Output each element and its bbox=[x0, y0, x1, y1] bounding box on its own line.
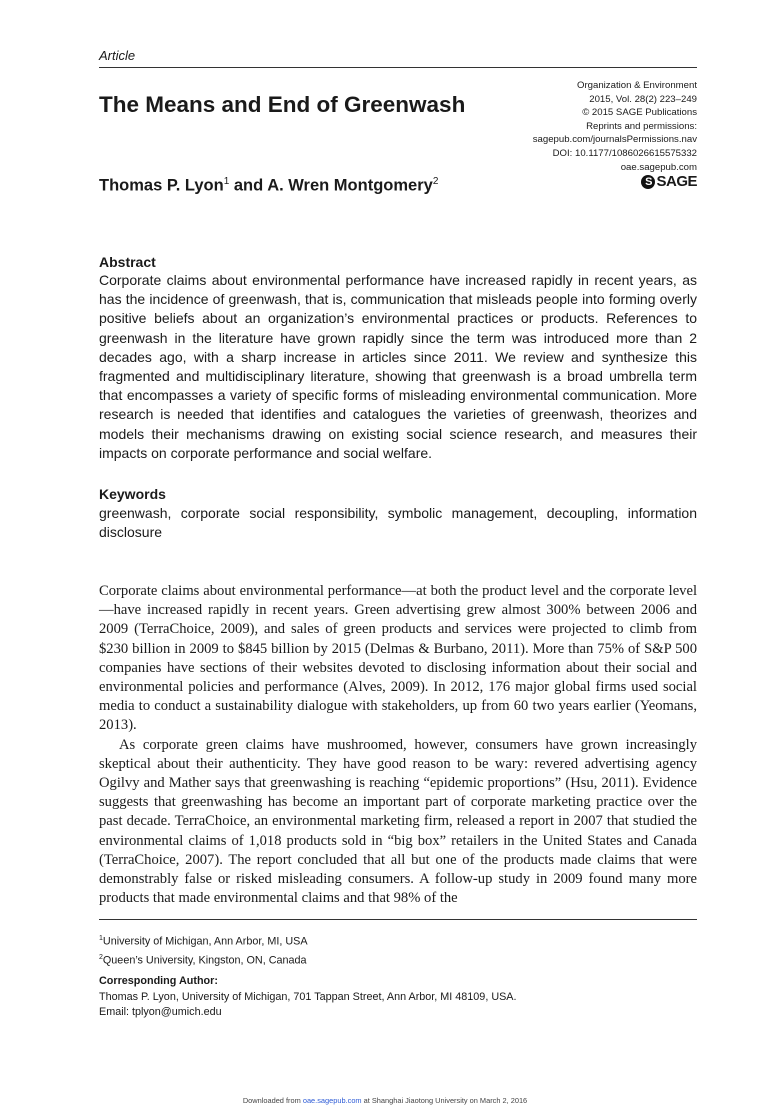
section-label: Article bbox=[99, 48, 136, 63]
corresponding-author-email[interactable]: Email: tplyon@umich.edu bbox=[99, 1006, 222, 1019]
author-name: A. Wren Montgomery bbox=[267, 176, 433, 195]
affiliation-marker: 2 bbox=[99, 954, 103, 962]
download-prefix: Downloaded from bbox=[242, 1096, 301, 1105]
author-line bbox=[99, 176, 438, 196]
affiliation-marker: 2 bbox=[432, 176, 439, 187]
affiliations bbox=[99, 931, 308, 970]
affiliation bbox=[99, 950, 308, 969]
affiliation-text: Queen’s University, Kingston, ON, Canada bbox=[102, 954, 307, 967]
copyright: © 2015 SAGE Publications bbox=[582, 107, 697, 119]
journal-site-link[interactable]: oae.sagepub.com bbox=[620, 161, 697, 173]
doi[interactable]: DOI: 10.1177/1086026615575332 bbox=[552, 147, 697, 159]
keywords-text: greenwash, corporate social responsibility, symbolic management, decoupling, information disclosure bbox=[99, 505, 697, 540]
author-conjunction: and bbox=[233, 176, 264, 195]
affiliation-marker: 1 bbox=[99, 935, 103, 942]
sage-logo-icon: S bbox=[641, 175, 655, 189]
download-source-link[interactable]: oae.sagepub.com bbox=[302, 1096, 362, 1105]
affiliation bbox=[99, 931, 308, 950]
article-title: The Means and End of Greenwash bbox=[99, 92, 466, 117]
footnote-divider bbox=[99, 919, 697, 920]
corresponding-author-address: Thomas P. Lyon, University of Michigan, 701 Tappan Street, Ann Arbor, MI 48109, USA. bbox=[99, 990, 517, 1003]
abstract-text: Corporate claims about environmental performance have increased rapidly in recent years, as has the incidence of greenwash, that is, communication that misleads people into forming overly positive beliefs about an organization’s environmental practices or products. References to greenwash in the literature have grown rapidly since the term was introduced more than 2 decades ago, with a sharp increase in articles since 2011. We review and synthesize this fragmented and multidisciplinary literature, showing that greenwash is a broad umbrella term that encompasses a variety of specific forms of misleading environmental communication. More research is needed that identifies and catalogues the varieties of greenwash, theorizes and models their mechanisms drawing on existing social science research, and measures their impacts on corporate performance and social welfare. bbox=[99, 272, 697, 461]
sage-logo-text: SAGE bbox=[656, 173, 697, 191]
affiliation-text: University of Michigan, Ann Arbor, MI, USA bbox=[102, 935, 308, 948]
keywords-heading: Keywords bbox=[99, 486, 166, 502]
header-divider bbox=[99, 67, 697, 68]
reprints-label: Reprints and permissions: bbox=[586, 120, 697, 132]
corresponding-author bbox=[99, 974, 517, 1021]
sage-logo bbox=[641, 175, 697, 189]
abstract-heading: Abstract bbox=[99, 254, 156, 270]
article-body bbox=[99, 582, 697, 908]
volume-info: 2015, Vol. 28(2) 223–249 bbox=[589, 93, 697, 105]
author-name: Thomas P. Lyon bbox=[99, 176, 224, 195]
body-paragraph: As corporate green claims have mushroomed, however, consumers have grown increasingly skeptical about their authenticity. They have good reason to be wary: revered advertising agency Ogilvy and Mather says that greenwashing is reaching “epidemic proportions” (Hsu, 2011). Evidence suggests that greenwashing has become an important part of corporate marketing practice over the past decade. TerraChoice, an environmental marketing firm, released a report in 2007 that studied the environmental claims of 1,018 products sold in “big box” retailers in the United States and Canada (TerraChoice, 2007). The report concluded that all but one of the products made claims that were demonstrably false or risked misleading consumers. A follow-up study in 2009 found many more products that made environmental claims and that 98% of the bbox=[99, 736, 697, 907]
publication-info bbox=[533, 79, 697, 190]
download-suffix: at Shanghai Jiaotong University on March 2, 2016 bbox=[363, 1096, 528, 1105]
body-paragraph: Corporate claims about environmental performance—at both the product level and the corporate level—have increased rapidly in recent years. Green advertising grew almost 300% between 2006 and 2009 (TerraChoice, 2009), and sales of green products and services were projected to climb from $230 billion in 2009 to $845 billion by 2015 (Delmas & Burbano, 2011). More than 75% of S&P 500 companies have sections of their websites devoted to disclosing information about their social and environmental policies and performance (Alves, 2009). In 2012, 176 major global firms used social media to conduct a sustainability dialogue with stakeholders, up from 60 two years earlier (Yeomans, 2013). bbox=[99, 583, 697, 734]
journal-name: Organization & Environment bbox=[577, 80, 697, 91]
download-note bbox=[0, 1096, 770, 1105]
affiliation-marker: 1 bbox=[223, 176, 230, 187]
corresponding-author-label: Corresponding Author: bbox=[99, 975, 218, 987]
permissions-link[interactable]: sagepub.com/journalsPermissions.nav bbox=[532, 134, 697, 146]
